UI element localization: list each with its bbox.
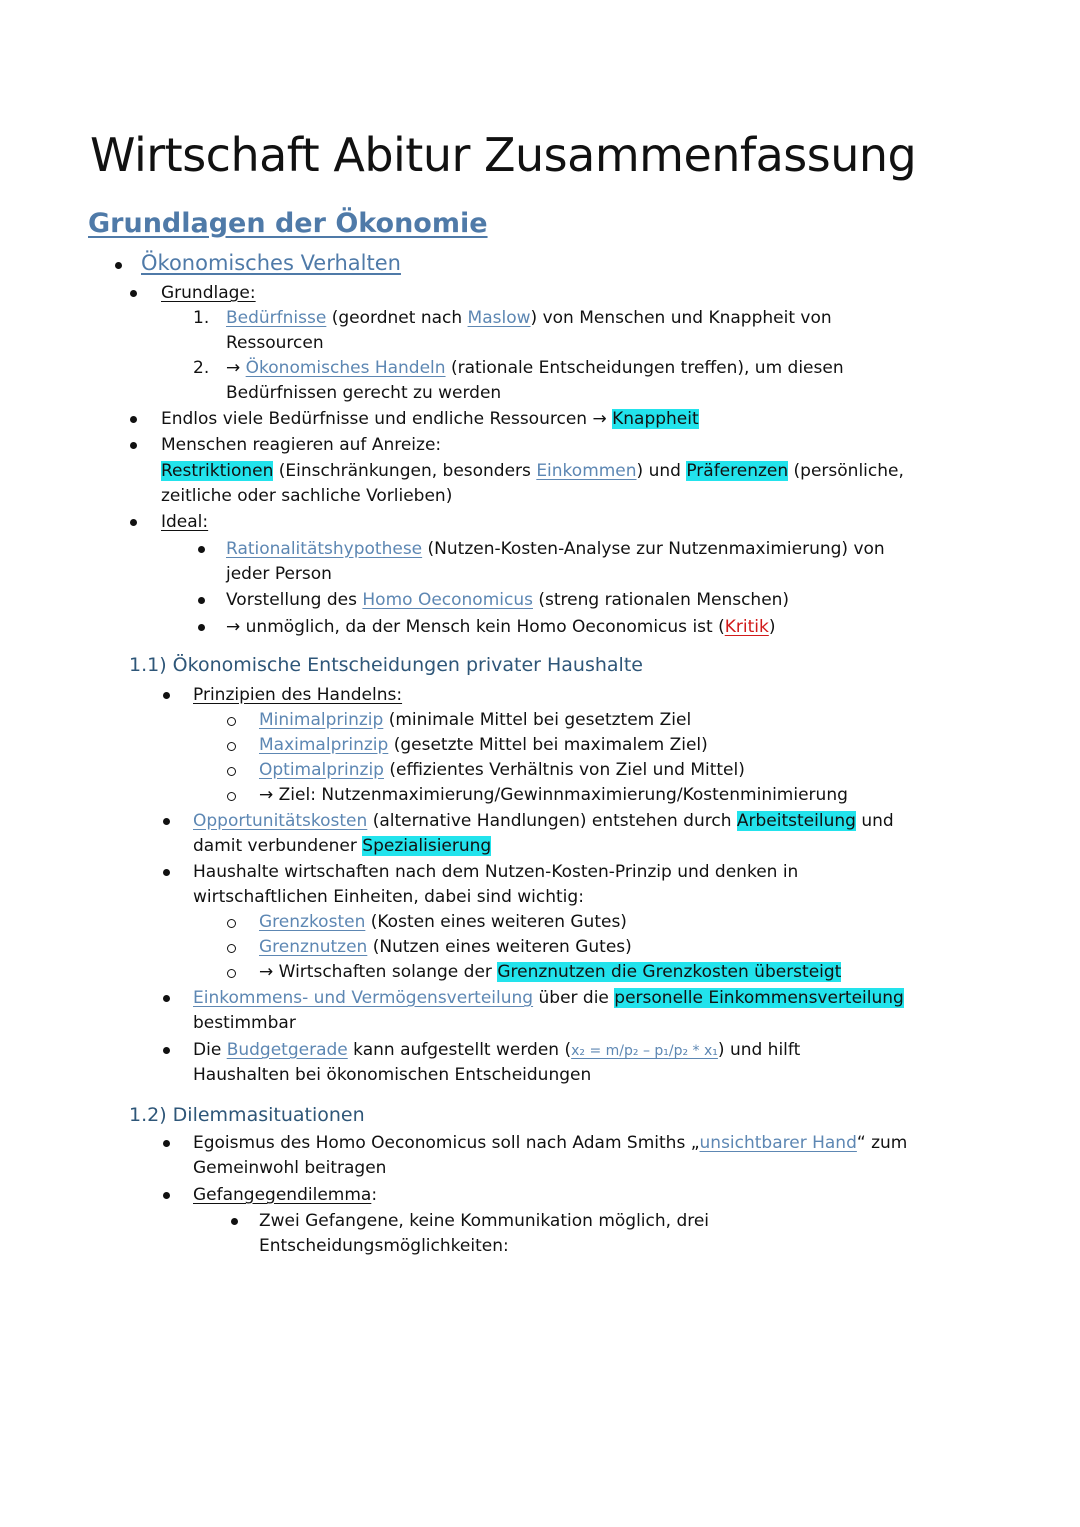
circle-bullet <box>227 767 236 776</box>
list-item-continuation: jeder Person <box>226 564 332 584</box>
link-oekonomisches-handeln[interactable]: Ökonomisches Handeln <box>245 358 446 378</box>
ideal-label: Ideal: <box>161 512 209 532</box>
list-item: Endlos viele Bedürfnisse und endliche Ressourcen → Knappheit <box>161 409 699 429</box>
bullet <box>163 818 170 825</box>
list-number: 2. <box>193 358 210 378</box>
link-grenznutzen[interactable]: Grenznutzen <box>259 937 368 957</box>
link-opportunitaetskosten[interactable]: Opportunitätskosten <box>193 811 368 831</box>
circle-bullet <box>227 717 236 726</box>
grundlage-label: Grundlage: <box>161 283 256 303</box>
bullet <box>130 442 137 449</box>
list-item: Menschen reagieren auf Anreize: <box>161 435 442 455</box>
list-item: → Wirtschaften solange der Grenznutzen die Grenzkosten übersteigt <box>259 962 842 982</box>
link-minimalprinzip[interactable]: Minimalprinzip <box>259 710 384 730</box>
highlight-spezialisierung: Spezialisierung <box>362 836 492 856</box>
bullet <box>163 1140 170 1147</box>
circle-bullet <box>227 792 236 801</box>
link-einkommens-vermoegensverteilung[interactable]: Einkommens- und Vermögensverteilung <box>193 988 534 1008</box>
bullet <box>163 692 170 699</box>
link-unsichtbarer-hand[interactable]: unsichtbarer Hand <box>699 1133 857 1153</box>
list-item: → unmöglich, da der Mensch kein Homo Oeconomicus ist (Kritik) <box>226 617 776 637</box>
link-grenzkosten[interactable]: Grenzkosten <box>259 912 366 932</box>
circle-bullet <box>227 969 236 978</box>
list-item-continuation: Ressourcen <box>226 333 324 353</box>
highlight-knappheit: Knappheit <box>612 409 699 429</box>
list-item-continuation: Gemeinwohl beitragen <box>193 1158 387 1178</box>
subsection-heading-1-1: 1.1) Ökonomische Entscheidungen privater Haushalte <box>129 654 643 676</box>
highlight-praeferenzen: Präferenzen <box>686 461 789 481</box>
link-homo-oeconomicus[interactable]: Homo Oeconomicus <box>362 590 533 610</box>
link-maslow[interactable]: Maslow <box>467 308 531 328</box>
bullet <box>198 624 205 631</box>
circle-bullet <box>227 919 236 928</box>
document-title: Wirtschaft Abitur Zusammenfassung <box>90 128 917 182</box>
bullet <box>130 519 137 526</box>
topic-heading: Ökonomisches Verhalten <box>141 251 401 275</box>
list-item: Einkommens- und Vermögensverteilung über die personelle Einkommensverteilung <box>193 988 904 1008</box>
list-item: Minimalprinzip (minimale Mittel bei gesetztem Ziel <box>259 710 692 730</box>
highlight-grenznutzen-grenzkosten: Grenznutzen die Grenzkosten übersteigt <box>497 962 842 982</box>
list-item: Optimalprinzip (effizientes Verhältnis von Ziel und Mittel) <box>259 760 745 780</box>
gefangenendilemma-label: Gefangegendilemma <box>193 1185 372 1205</box>
link-maximalprinzip[interactable]: Maximalprinzip <box>259 735 389 755</box>
subsection-heading-1-2: 1.2) Dilemmasituationen <box>129 1104 365 1126</box>
bullet <box>163 1192 170 1199</box>
list-item-continuation: wirtschaftlichen Einheiten, dabei sind wichtig: <box>193 887 584 907</box>
link-optimalprinzip[interactable]: Optimalprinzip <box>259 760 384 780</box>
list-item-continuation: Restriktionen (Einschränkungen, besonders Einkommen) und Präferenzen (persönliche, <box>161 461 904 481</box>
list-item-continuation: zeitliche oder sachliche Vorlieben) <box>161 486 453 506</box>
list-item-continuation: Bedürfnissen gerecht zu werden <box>226 383 502 403</box>
prinzipien-label: Prinzipien des Handelns: <box>193 685 403 705</box>
list-item-continuation: Haushalten bei ökonomischen Entscheidungen <box>193 1065 592 1085</box>
list-item-continuation: bestimmbar <box>193 1013 296 1033</box>
link-kritik[interactable]: Kritik <box>724 617 769 637</box>
list-item: Egoismus des Homo Oeconomicus soll nach Adam Smiths „unsichtbarer Hand“ zum <box>193 1133 908 1153</box>
bullet <box>115 262 122 269</box>
bullet <box>231 1218 238 1225</box>
bullet <box>198 546 205 553</box>
list-item-continuation: Entscheidungsmöglichkeiten: <box>259 1236 509 1256</box>
section-heading: Grundlagen der Ökonomie <box>88 208 488 239</box>
list-item: → Ökonomisches Handeln (rationale Entscheidungen treffen), um diesen <box>226 358 844 378</box>
list-item: Grenznutzen (Nutzen eines weiteren Gutes) <box>259 937 632 957</box>
list-item-continuation: damit verbundener Spezialisierung <box>193 836 492 856</box>
link-einkommen[interactable]: Einkommen <box>536 461 637 481</box>
list-item: → Ziel: Nutzenmaximierung/Gewinnmaximierung/Kostenminimierung <box>259 785 848 805</box>
highlight-arbeitsteilung: Arbeitsteilung <box>736 811 856 831</box>
highlight-restriktionen: Restriktionen <box>161 461 274 481</box>
circle-bullet <box>227 944 236 953</box>
bullet <box>163 995 170 1002</box>
link-beduerfnisse[interactable]: Bedürfnisse <box>226 308 327 328</box>
list-item: Bedürfnisse (geordnet nach Maslow) von Menschen und Knappheit von <box>226 308 832 328</box>
link-budgetgerade[interactable]: Budgetgerade <box>226 1040 348 1060</box>
link-rationalitaetshypothese[interactable]: Rationalitätshypothese <box>226 539 423 559</box>
list-item: Opportunitätskosten (alternative Handlungen) entstehen durch Arbeitsteilung und <box>193 811 894 831</box>
list-item: Gefangegendilemma: <box>193 1185 378 1205</box>
bullet <box>163 869 170 876</box>
list-item: Rationalitätshypothese (Nutzen-Kosten-Analyse zur Nutzenmaximierung) von <box>226 539 885 559</box>
bullet <box>130 290 137 297</box>
list-item: Grenzkosten (Kosten eines weiteren Gutes) <box>259 912 627 932</box>
bullet <box>163 1047 170 1054</box>
bullet <box>130 416 137 423</box>
bullet <box>198 597 205 604</box>
list-item: Vorstellung des Homo Oeconomicus (streng rationalen Menschen) <box>226 590 790 610</box>
list-item: Maximalprinzip (gesetzte Mittel bei maximalem Ziel) <box>259 735 708 755</box>
list-item: Zwei Gefangene, keine Kommunikation möglich, drei <box>259 1211 710 1231</box>
list-number: 1. <box>193 308 210 328</box>
budget-formula: x₂ = m/p₂ – p₁/p₂ * x₁ <box>571 1043 718 1059</box>
list-item: Haushalte wirtschaften nach dem Nutzen-Kosten-Prinzip und denken in <box>193 862 799 882</box>
circle-bullet <box>227 742 236 751</box>
list-item: Die Budgetgerade kann aufgestellt werden (x₂ = m/p₂ – p₁/p₂ * x₁) und hilft <box>193 1040 801 1060</box>
highlight-personelle-einkommensverteilung: personelle Einkommensverteilung <box>614 988 904 1008</box>
